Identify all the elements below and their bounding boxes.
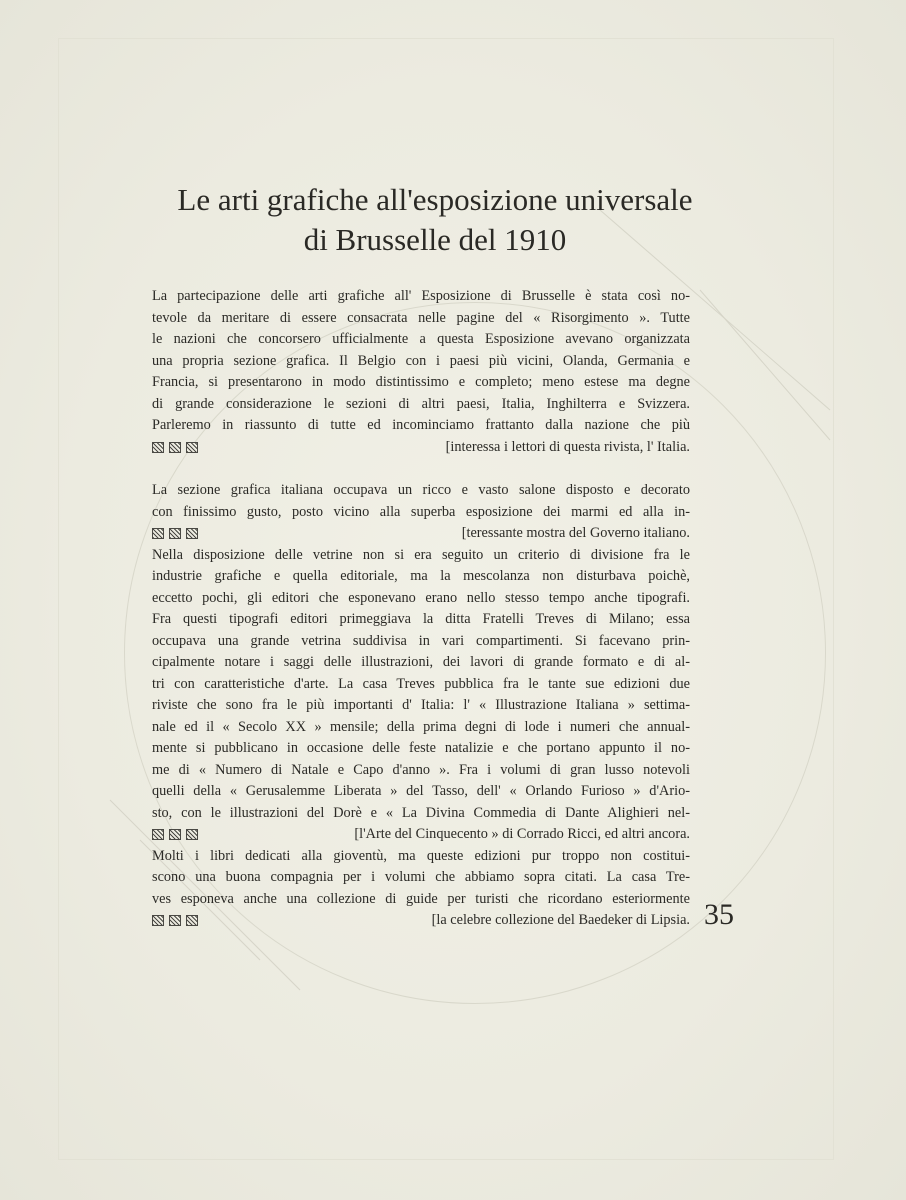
ornament-icon xyxy=(152,442,198,453)
title-line-2: di Brusselle del 1910 xyxy=(303,222,567,257)
page-number: 35 xyxy=(704,898,734,931)
text-line: con finissimo gusto, posto vicino alla superba esposizione dei marmi ed alla in- xyxy=(152,503,690,520)
text-line: Molti i libri dedicati alla gioventù, ma queste edizioni pur troppo non costitui- xyxy=(152,847,690,864)
text-line: Parleremo in riassunto di tutte ed incominciamo frattanto dalla nazione che più xyxy=(152,417,690,433)
text-line: me di « Numero di Natale e Capo d'anno ». Fra i volumi di gran lusso notevoli xyxy=(152,761,690,778)
text-line: La sezione grafica italiana occupava un ricco e vasto salone disposto e decorato xyxy=(152,482,690,498)
text-line: una propria sezione grafica. Il Belgio con i paesi più vicini, Olanda, Germania e xyxy=(152,352,690,369)
text-line: occupava una grande vetrina suddivisa in vari compartimenti. Si facevano prin- xyxy=(152,632,690,649)
text-line: eccetto pochi, gli editori che esponevano erano nello stesso tempo anche tipografi. xyxy=(152,589,690,606)
ornament-icon xyxy=(152,829,198,840)
article-title xyxy=(120,180,750,260)
text-line: riviste che sono fra le più importanti d' Italia: l' « Illustrazione Italiana » settima- xyxy=(152,697,690,713)
text-line: Fra questi tipografi editori primeggiava la ditta Fratelli Treves di Milano; essa xyxy=(152,611,690,627)
text-line: scono una buona compagnia per i volumi che abbiamo sopra citati. La casa Tre- xyxy=(152,869,690,885)
text-line: le nazioni che concorsero ufficialmente a questa Esposizione avevano organizzata xyxy=(152,331,690,347)
text-line: di grande considerazione le sezioni di altri paesi, Italia, Inghilterra e Svizzera. xyxy=(152,395,690,412)
text-line: tri con caratteristiche d'arte. La casa Treves pubblica fra le tante sue edizioni due xyxy=(152,675,690,692)
text-line: nale ed il « Secolo XX » mensile; della prima degni di lode i numeri che annual- xyxy=(152,718,690,735)
text-line: [l'Arte del Cinquecento » di Corrado Ricci, ed altri ancora. xyxy=(152,824,690,846)
text-line: ves esponeva anche una collezione di guide per turisti che ricordano esteriormente xyxy=(152,890,690,907)
title-line-1: Le arti grafiche all'esposizione universale xyxy=(177,182,693,217)
text-line: cipalmente notare i saggi delle illustrazioni, dei lavori di grande formato e di al- xyxy=(152,654,690,670)
text-line: quelli della « Gerusalemme Liberata » del Tasso, dell' « Orlando Furioso » d'Ario- xyxy=(152,783,690,799)
text-line: [teressante mostra del Governo italiano. xyxy=(152,523,690,545)
text-line: Francia, si presentarono in modo distintissimo e completo; meno estese ma degne xyxy=(152,374,690,390)
text-line: sto, con le illustrazioni del Dorè e « La Divina Commedia di Dante Alighieri nel- xyxy=(152,804,690,821)
text-line: La partecipazione delle arti grafiche all' Esposizione di Brusselle è stata così no- xyxy=(152,288,690,304)
text-line: [la celebre collezione del Baedeker di Lipsia. xyxy=(152,910,690,932)
ornament-icon xyxy=(152,915,198,926)
text-line: [interessa i lettori di questa rivista, l' Italia. xyxy=(152,437,690,459)
text-line: industrie grafiche e quella editoriale, ma la mescolanza non disturbava poichè, xyxy=(152,568,690,584)
ornament-icon xyxy=(152,528,198,539)
article-body xyxy=(152,286,690,932)
text-line: Nella disposizione delle vetrine non si era seguito un criterio di divisione fra le xyxy=(152,546,690,563)
text-line: mente si pubblicano in occasione delle feste natalizie e che portano appunto il no- xyxy=(152,740,690,756)
text-line: tevole da meritare di essere consacrata nelle pagine del « Risorgimento ». Tutte xyxy=(152,309,690,326)
